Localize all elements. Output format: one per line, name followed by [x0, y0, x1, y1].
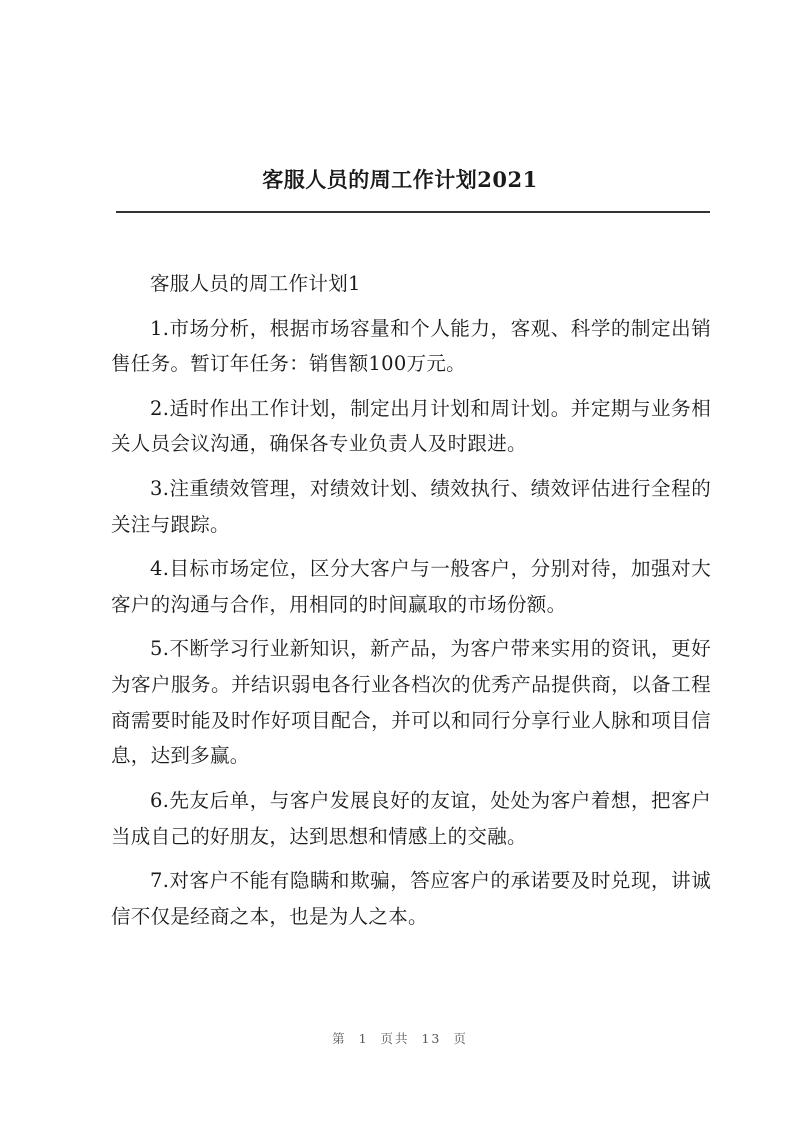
paragraph-item-6: 6.先友后单，与客户发展良好的友谊，处处为客户着想，把客户当成自己的好朋友，达到思想和情感上的交融。 [111, 788, 711, 848]
document-body [111, 266, 711, 943]
paragraph-item-4: 4.目标市场定位，区分大客户与一般客户，分别对待，加强对大客户的沟通与合作，用相同的时间赢取的市场份额。 [111, 557, 711, 616]
paragraph-item-5: 5.不断学习行业新知识，新产品，为客户带来实用的资讯，更好为客户服务。并结识弱电各行业各档次的优秀产品提供商，以备工程商需要时能及时作好项目配合，并可以和同行分享行业人脉和项目信息，达到多赢。 [111, 637, 711, 768]
section-heading: 客服人员的周工作计划1 [150, 272, 361, 295]
paragraph-item-1: 1.市场分析，根据市场容量和个人能力，客观、科学的制定出销售任务。暂订年任务：销售额100万元。 [111, 316, 711, 376]
page-number-footer: 第 1 页共 13 页 [332, 1031, 468, 1046]
paragraph-item-2: 2.适时作出工作计划，制定出月计划和周计划。并定期与业务相关人员会议沟通，确保各专业负责人及时跟进。 [111, 396, 711, 456]
document-title: 客服人员的周工作计划2021 [262, 167, 538, 192]
paragraph-item-7: 7.对客户不能有隐瞒和欺骗，答应客户的承诺要及时兑现，讲诚信不仅是经商之本，也是为人之本。 [111, 869, 711, 928]
title-divider [116, 211, 710, 213]
paragraph-item-3: 3.注重绩效管理，对绩效计划、绩效执行、绩效评估进行全程的关注与跟踪。 [111, 476, 711, 536]
